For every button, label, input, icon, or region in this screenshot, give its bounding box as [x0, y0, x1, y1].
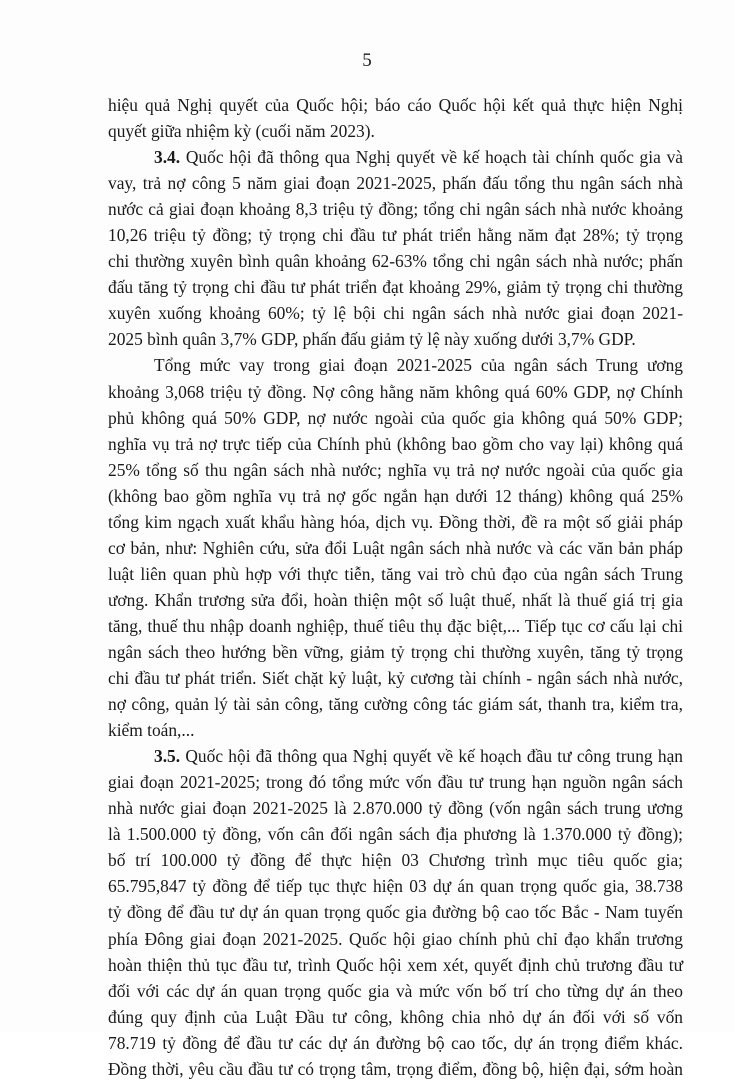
- text-line: [108, 1056, 683, 1082]
- text-line: [108, 379, 683, 405]
- line-text: 10,26 triệu tỷ đồng; tỷ trọng chi đầu tư phát triển hằng năm đạt 28%; tỷ trọng: [108, 225, 683, 246]
- text-line: [108, 795, 683, 821]
- text-line: [108, 509, 683, 535]
- text-line: [108, 92, 683, 118]
- line-text: đấu tăng tỷ trọng chi đầu tư phát triển đạt khoảng 29%, giảm tỷ trọng chi thường: [108, 277, 683, 298]
- text-line: [108, 170, 683, 196]
- text-line: [108, 978, 683, 1004]
- line-text: chi thường xuyên bình quân khoảng 62-63% tổng chi ngân sách nhà nước; phấn: [108, 251, 683, 272]
- text-line: [108, 1030, 683, 1056]
- line-text: vay, trả nợ công 5 năm giai đoạn 2021-2025, phấn đấu tổng thu ngân sách nhà: [108, 173, 683, 194]
- text-line: [108, 926, 683, 952]
- line-text: hoàn thiện thủ tục đầu tư, trình Quốc hội xem xét, quyết định chủ trương đầu tư: [108, 954, 683, 975]
- text-line: [108, 144, 683, 170]
- text-line: [108, 769, 683, 795]
- line-text: hiệu quả Nghị quyết của Quốc hội; báo cáo Quốc hội kết quả thực hiện Nghị: [108, 95, 683, 115]
- line-text: 25% tổng số thu ngân sách nhà nước; nghĩa vụ trả nợ nước ngoài của quốc gia: [108, 459, 683, 480]
- line-text: chi đầu tư phát triển. Siết chặt kỷ luật, kỷ cương tài chính - ngân sách nhà nước,: [108, 668, 683, 689]
- text-line: [108, 118, 683, 144]
- section-number: 3.5.: [154, 746, 181, 767]
- line-text: giai đoạn 2021-2025; trong đó tổng mức vốn đầu tư trung hạn nguồn ngân sách: [108, 772, 683, 793]
- text-line: [108, 274, 683, 300]
- text-line: [108, 665, 683, 691]
- text-line: [108, 535, 683, 561]
- line-text: ương. Khẩn trương sửa đổi, hoàn thiện một số luật thuế, nhất là thuế giá trị gia: [108, 589, 683, 610]
- line-text: cơ bản, như: Nghiên cứu, sửa đổi Luật ngân sách nhà nước và các văn bản pháp: [108, 537, 683, 558]
- line-text: nhà nước giai đoạn 2021-2025 là 2.870.000 tỷ đồng (vốn ngân sách trung ương: [108, 798, 683, 819]
- text-line: [108, 691, 683, 717]
- line-text: 2025 bình quân 3,7% GDP, phấn đấu giảm tỷ lệ này xuống dưới 3,7% GDP.: [108, 329, 636, 350]
- line-text: Quốc hội đã thông qua Nghị quyết về kế hoạch đầu tư công trung hạn: [180, 746, 683, 767]
- line-text: 65.795,847 tỷ đồng để tiếp tục thực hiện 03 dự án quan trọng quốc gia, 38.738: [108, 876, 683, 897]
- line-text: đúng quy định của Luật Đầu tư công, không chia nhỏ dự án đối với số vốn: [108, 1006, 683, 1027]
- page-number: 5: [362, 50, 372, 71]
- text-line: [108, 483, 683, 509]
- line-text: khoảng 3,068 triệu tỷ đồng. Nợ công hằng năm không quá 60% GDP, nợ Chính: [108, 381, 683, 402]
- line-text: (không bao gồm nghĩa vụ trả nợ gốc ngắn hạn dưới 12 tháng) không quá 25%: [108, 485, 683, 506]
- text-line: [108, 587, 683, 613]
- line-text: ngân sách theo hướng bền vững, giảm tỷ trọng chi thường xuyên, tăng tỷ trọng: [108, 641, 683, 662]
- text-line: [108, 431, 683, 457]
- line-text: bố trí 100.000 tỷ đồng để thực hiện 03 Chương trình mục tiêu quốc gia;: [108, 850, 683, 871]
- line-text: là 1.500.000 tỷ đồng, vốn cân đối ngân sách địa phương là 1.370.000 tỷ đồng);: [108, 824, 683, 845]
- text-line: [108, 196, 683, 222]
- text-line: [108, 248, 683, 274]
- text-line: [108, 743, 683, 769]
- section-number: 3.4.: [154, 147, 181, 168]
- text-line: [108, 639, 683, 665]
- line-text: tỷ đồng để đầu tư dự án quan trọng quốc gia đường bộ cao tốc Bắc - Nam tuyến: [108, 902, 683, 923]
- line-text: Quốc hội đã thông qua Nghị quyết về kế hoạch tài chính quốc gia và: [180, 147, 683, 168]
- text-line: [108, 613, 683, 639]
- line-text: 78.719 tỷ đồng để đầu tư các dự án đường bộ cao tốc, dự án trọng điểm khác.: [108, 1032, 683, 1053]
- line-text: nợ công, quản lý tài sản công, tăng cường công tác giám sát, thanh tra, kiểm tra,: [108, 694, 683, 715]
- line-text: tăng, thuế thu nhập doanh nghiệp, thuế tiêu thụ đặc biệt,... Tiếp tục cơ cấu lại chi: [108, 615, 683, 636]
- line-text: nước cả giai đoạn khoảng 8,3 triệu tỷ đồng; tổng chi ngân sách nhà nước khoảng: [108, 199, 683, 220]
- line-text: nghĩa vụ trả nợ trực tiếp của Chính phủ (không bao gồm cho vay lại) không quá: [108, 433, 683, 454]
- line-text: Đồng thời, yêu cầu đầu tư có trọng tâm, trọng điểm, đồng bộ, hiện đại, sớm hoàn: [108, 1058, 683, 1079]
- text-line: [108, 222, 683, 248]
- text-line: [108, 326, 683, 352]
- line-text: quyết giữa nhiệm kỳ (cuối năm 2023).: [108, 121, 375, 142]
- line-text: tổng kim ngạch xuất khẩu hàng hóa, dịch vụ. Đồng thời, đề ra một số giải pháp: [108, 511, 683, 532]
- text-line: [108, 457, 683, 483]
- line-text: phía Đông giai đoạn 2021-2025. Quốc hội giao chính phủ chỉ đạo khẩn trương: [108, 928, 683, 949]
- text-line: [108, 352, 683, 378]
- text-line: [108, 847, 683, 873]
- text-line: [108, 717, 683, 743]
- text-line: [108, 1004, 683, 1030]
- line-text: đối với các dự án quan trọng quốc gia và mức vốn bố trí cho từng dự án theo: [108, 980, 683, 1001]
- text-line: [108, 821, 683, 847]
- text-line: [108, 873, 683, 899]
- line-text: phủ không quá 50% GDP, nợ nước ngoài của quốc gia không quá 50% GDP;: [108, 407, 683, 428]
- text-line: [108, 561, 683, 587]
- text-line: [108, 300, 683, 326]
- text-line: [108, 899, 683, 925]
- text-line: [108, 405, 683, 431]
- line-text: luật liên quan phù hợp với thực tiễn, tăng vai trò chủ đạo của ngân sách Trung: [108, 563, 683, 584]
- line-text: xuyên xuống khoảng 60%; tỷ lệ bội chi ngân sách nhà nước giai đoạn 2021-: [108, 303, 683, 324]
- line-text: Tổng mức vay trong giai đoạn 2021-2025 của ngân sách Trung ương: [154, 355, 683, 376]
- text-line: [108, 952, 683, 978]
- line-text: kiểm toán,...: [108, 720, 195, 741]
- body-text: [108, 92, 683, 1082]
